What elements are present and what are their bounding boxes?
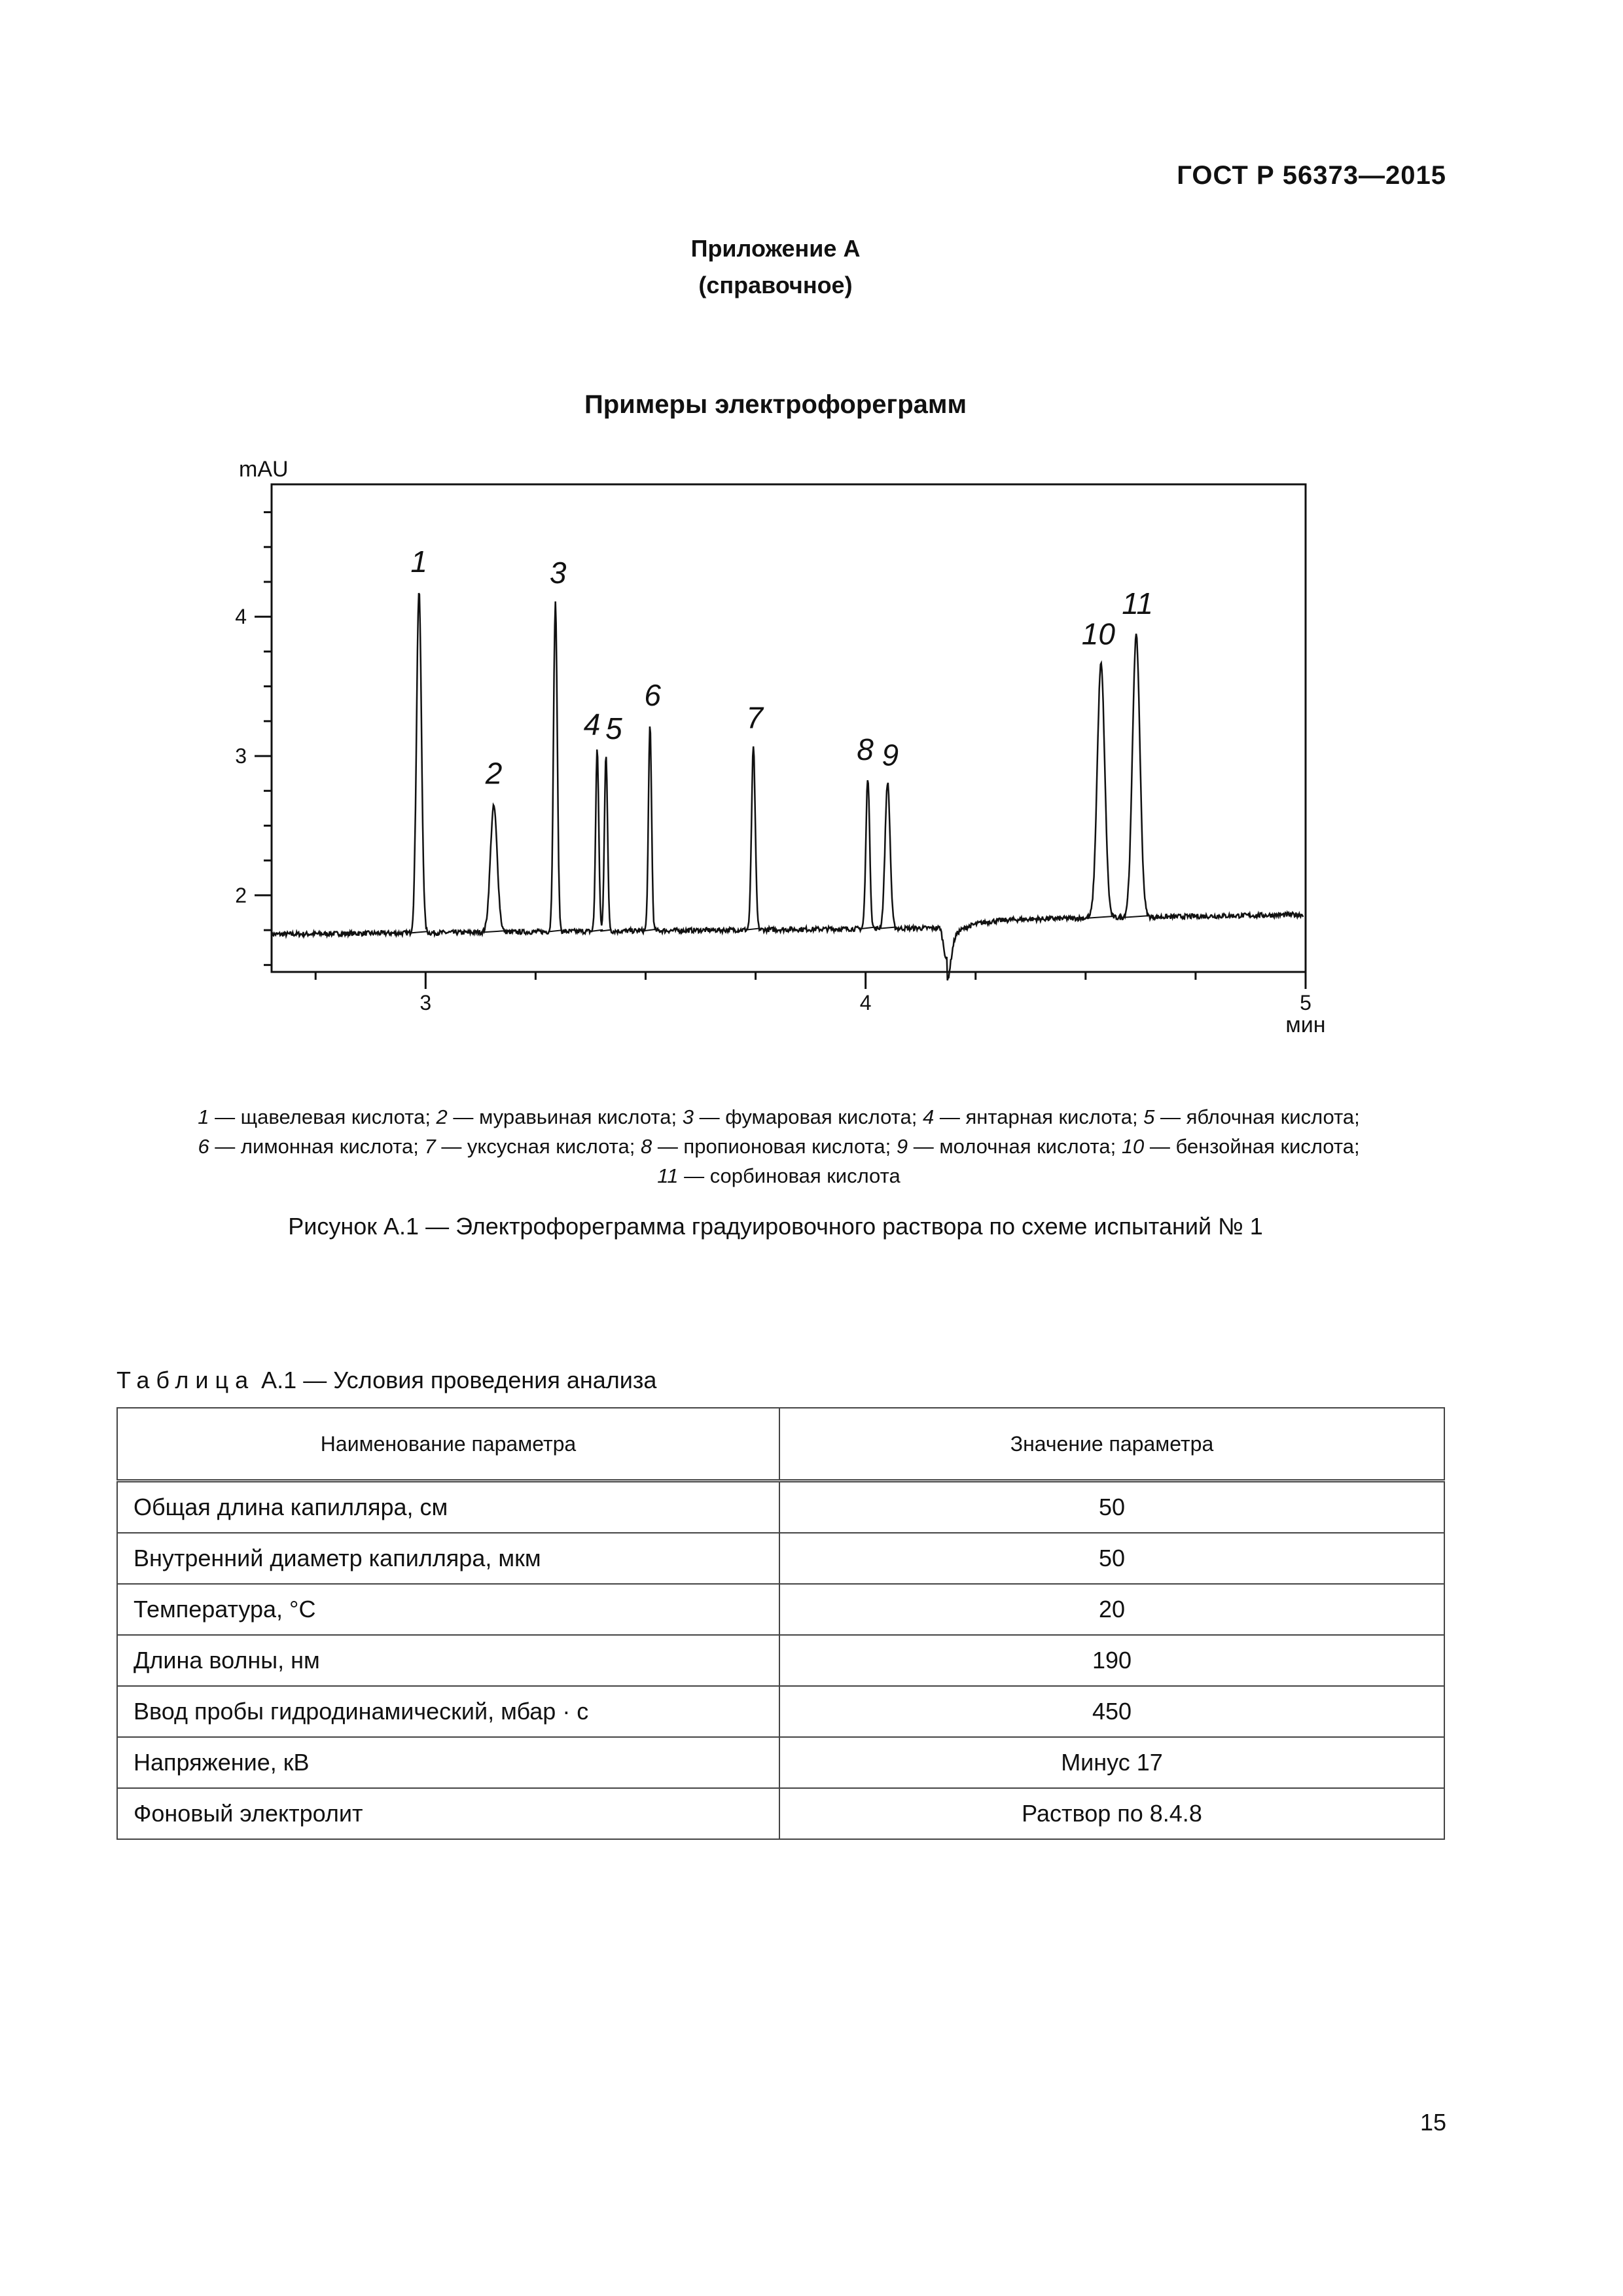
x-axis-label: мин — [1285, 1013, 1326, 1037]
peak-label: 7 — [746, 700, 764, 735]
peak-label: 10 — [1081, 617, 1115, 651]
table-row — [117, 1737, 1444, 1788]
peak-label: 11 — [1122, 586, 1154, 621]
legend-text: — пропионовая кислота; — [652, 1135, 897, 1158]
parameter-value: Минус 17 — [779, 1737, 1444, 1788]
parameter-name: Длина волны, нм — [117, 1635, 779, 1686]
parameter-name: Внутренний диаметр капилляра, мкм — [117, 1533, 779, 1584]
peak-labels — [410, 545, 1153, 791]
annex-subtitle: (справочное) — [698, 272, 853, 298]
legend-text: — янтарная кислота; — [934, 1105, 1144, 1128]
peak-label: 1 — [410, 544, 428, 579]
legend-line — [98, 1132, 1459, 1161]
legend-text: — фумаровая кислота; — [693, 1105, 923, 1128]
table-row — [117, 1686, 1444, 1737]
legend-number: 5 — [1143, 1105, 1155, 1128]
section-title: Примеры электрофореграмм — [584, 390, 967, 419]
legend-number: 3 — [682, 1105, 694, 1128]
legend-text: — сорбиновая кислота — [678, 1164, 901, 1187]
legend-text: — молочная кислота; — [908, 1135, 1122, 1158]
signal-series — [272, 593, 1303, 980]
peak-label: 5 — [605, 711, 622, 745]
table-title-text: А.1 — Условия проведения анализа — [255, 1367, 657, 1393]
y-tick-label: 3 — [235, 744, 247, 768]
legend-number: 11 — [657, 1164, 679, 1187]
peak-baseline — [1122, 916, 1150, 918]
legend-line — [98, 1102, 1459, 1132]
legend-line — [98, 1161, 1459, 1191]
legend-number: 9 — [896, 1135, 908, 1158]
parameter-value: Раствор по 8.4.8 — [779, 1788, 1444, 1839]
annex-title: Приложение А — [690, 235, 861, 262]
header-parameter-name: Наименование параметра — [117, 1408, 779, 1481]
signal-trace — [272, 593, 1303, 980]
figure-caption: Рисунок А.1 — Электрофореграмма градуировочного раствора по схеме испытаний № 1 — [288, 1213, 1263, 1240]
peak-baseline — [1087, 916, 1115, 918]
peak-label: 9 — [882, 738, 899, 772]
legend-text: — бензойная кислота; — [1144, 1135, 1360, 1158]
analysis-conditions-table — [116, 1407, 1445, 1840]
peak-baseline — [747, 928, 760, 929]
peak-label: 4 — [583, 707, 601, 742]
x-tick-label: 4 — [859, 991, 872, 1014]
legend-text: — щавелевая кислота; — [209, 1105, 437, 1128]
parameter-name: Ввод пробы гидродинамический, мбар · с — [117, 1686, 779, 1737]
legend-text: — уксусная кислота; — [435, 1135, 641, 1158]
x-axis — [315, 972, 1311, 1014]
legend-text: — муравьиная кислота; — [447, 1105, 683, 1128]
y-tick-label: 4 — [235, 605, 247, 629]
y-axis — [235, 512, 272, 965]
peak-label: 3 — [549, 555, 567, 590]
header-parameter-value: Значение параметра — [779, 1408, 1444, 1481]
peak-label: 2 — [485, 756, 503, 791]
table-title — [116, 1367, 656, 1394]
legend-number: 1 — [198, 1105, 209, 1128]
table-row — [117, 1481, 1444, 1534]
parameter-value: 20 — [779, 1584, 1444, 1635]
legend-number: 7 — [424, 1135, 436, 1158]
legend-text: — яблочная кислота; — [1154, 1105, 1360, 1128]
legend-number: 8 — [640, 1135, 652, 1158]
peak-baseline — [548, 930, 562, 931]
table-header-row — [117, 1408, 1444, 1481]
legend-number: 10 — [1121, 1135, 1145, 1158]
page-number: 15 — [1419, 2109, 1446, 2136]
peak-label: 8 — [857, 732, 874, 766]
y-axis-label: mAU — [239, 457, 289, 482]
parameter-name: Общая длина капилляра, см — [117, 1481, 779, 1534]
x-tick-label: 3 — [419, 991, 432, 1014]
annex-heading — [0, 230, 1551, 304]
x-tick-label: 5 — [1300, 991, 1311, 1014]
parameter-name: Фоновый электролит — [117, 1788, 779, 1839]
table-row — [117, 1584, 1444, 1635]
parameter-value: 190 — [779, 1635, 1444, 1686]
legend-text: — лимонная кислота; — [209, 1135, 425, 1158]
legend-number: 2 — [436, 1105, 448, 1128]
table-row — [117, 1635, 1444, 1686]
figure-legend — [98, 1102, 1459, 1191]
document-code: ГОСТ Р 56373—2015 — [1177, 161, 1446, 190]
parameter-value: 50 — [779, 1481, 1444, 1534]
peak-baseline — [410, 931, 428, 933]
parameter-name: Температура, °С — [117, 1584, 779, 1635]
legend-number: 4 — [923, 1105, 935, 1128]
legend-number: 6 — [198, 1135, 209, 1158]
y-tick-label: 2 — [235, 883, 247, 907]
parameter-name: Напряжение, кВ — [117, 1737, 779, 1788]
peak-label: 6 — [644, 678, 662, 713]
parameter-value: 450 — [779, 1686, 1444, 1737]
electropherogram-chart — [216, 445, 1342, 1054]
table-title-label: Таблица — [116, 1367, 255, 1393]
table-row — [117, 1788, 1444, 1839]
table-row — [117, 1533, 1444, 1584]
peak-baseline — [861, 927, 875, 929]
parameter-value: 50 — [779, 1533, 1444, 1584]
peak-baseline — [644, 929, 655, 931]
